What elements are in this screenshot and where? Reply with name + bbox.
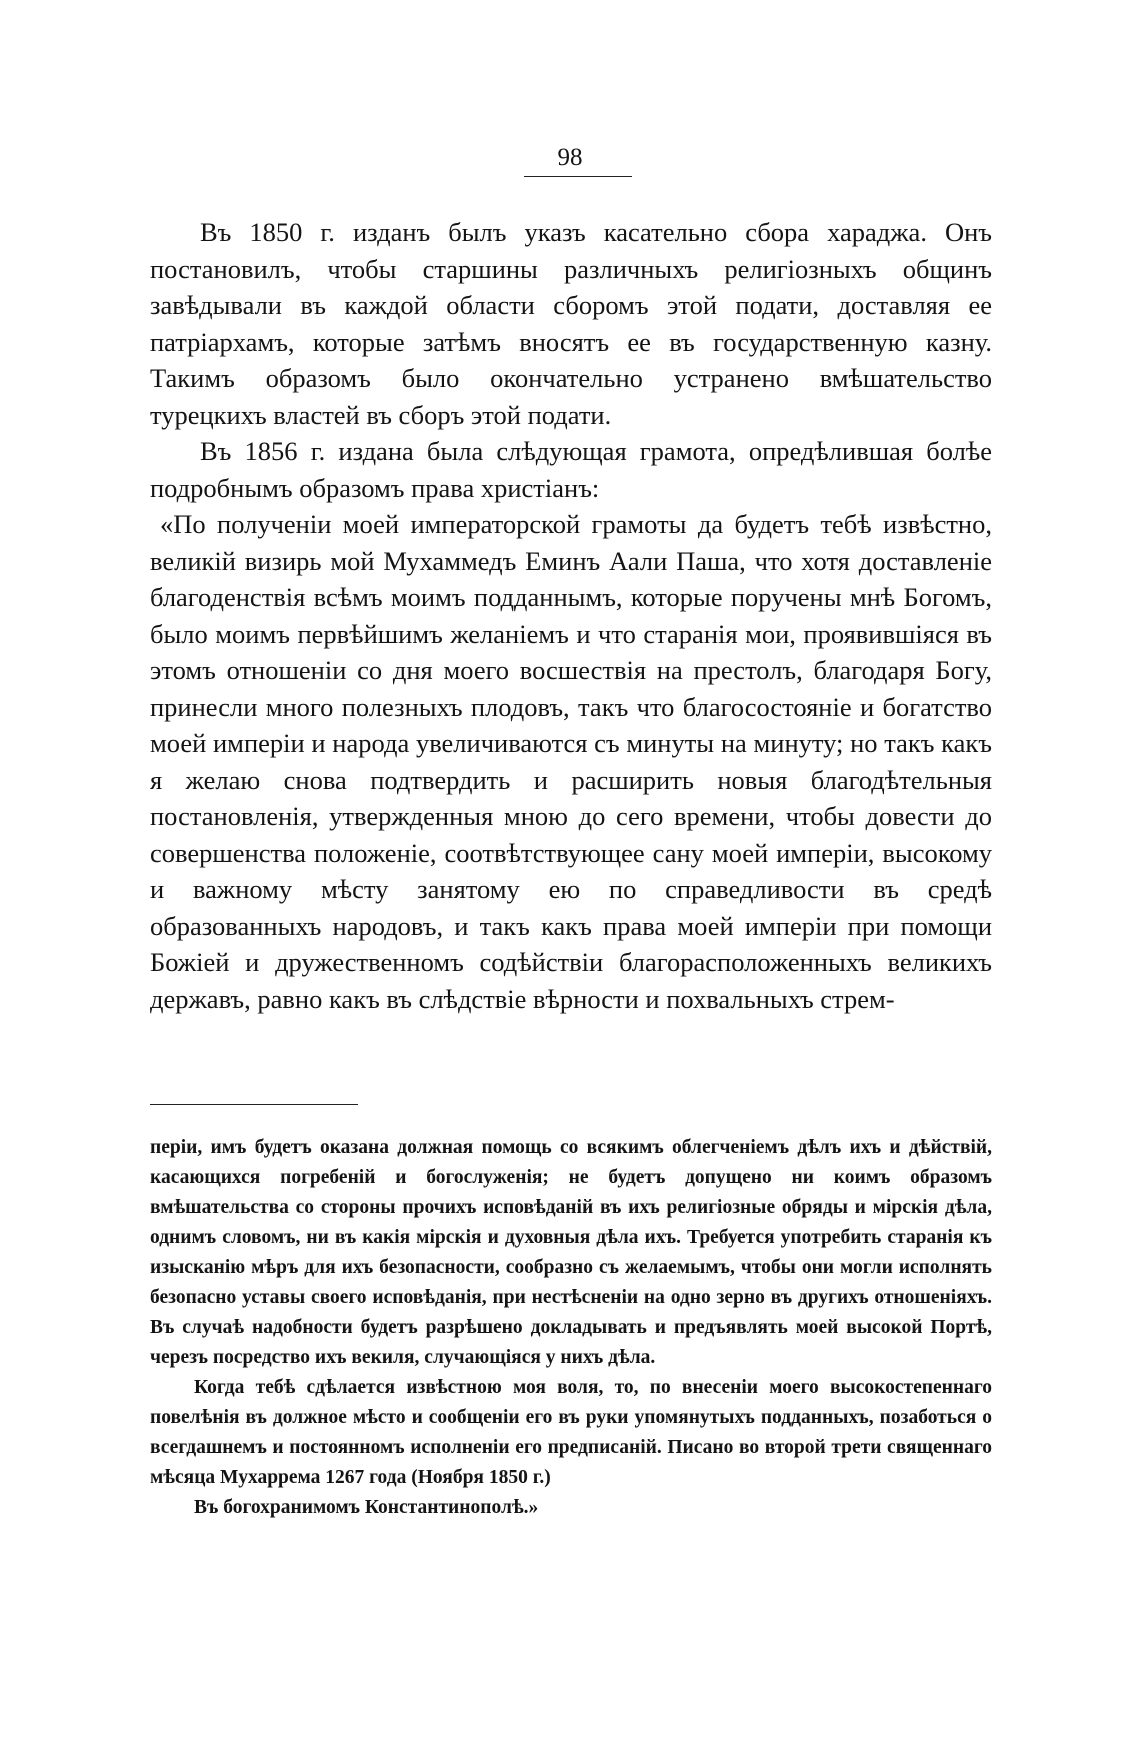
paragraph-kharaj-decree: Въ 1850 г. изданъ былъ указъ касательно сбора хараджа. Онъ постановилъ, чтобы старшины различныхъ религіозныхъ общинъ завѣдывали въ каждой области сборомъ этой подати, доставляя ее патріархамъ, которые затѣмъ вносятъ ее въ государственную казну. Такимъ образомъ было окончательно устранено вмѣшательство турецкихъ властей въ сборъ этой подати. — [150, 217, 992, 430]
page-number: 98 — [557, 144, 583, 171]
page-number-rule — [524, 176, 632, 177]
footnote-paragraph-continuation: періи, имъ будетъ оказана должная помощь со всякимъ облегченіемъ дѣлъ ихъ и дѣйствій, касающихся погребеній и богослуженія; не будетъ допущено ни коимъ образомъ вмѣшательства со стороны прочихъ исповѣданій въ ихъ религіозные обряды и мірскія дѣла, однимъ словомъ, ни въ какія мірскія и духовныя дѣла ихъ. Требуется употребить старанія къ изысканію мѣръ для ихъ безопасности, сообразно съ желаемымъ, чтобы они могли исполнять безопасно уставы своего исповѣданія, при нестѣсненіи на одно зерно въ другихъ отношеніяхъ. Въ случаѣ надобности будетъ разрѣшено докладывать и предъявлять моей высокой Портѣ, черезъ посредство ихъ векиля, случающіяся у нихъ дѣла. — [150, 1137, 992, 1368]
footnote-place-signature: Въ богохранимомъ Константинополѣ.» — [194, 1497, 539, 1518]
footnote-paragraph-closing: Когда тебѣ сдѣлается извѣстною моя воля, то, по внесеніи моего высокостепеннаго повелѣнія въ должное мѣсто и сообщеніи его въ руки упомянутыхъ подданныхъ, позаботься о всегдашнемъ и постоянномъ исполненіи его предписаній. Писано во второй трети священнаго мѣсяца Мухаррема 1267 года (Ноября 1850 г.) — [150, 1377, 992, 1488]
paragraph-charter-quote: «По полученіи моей императорской грамоты да будетъ тебѣ извѣстно, великій визирь мой Мухаммедъ Еминъ Аали Паша, что хотя доставленіе благоденствія всѣмъ моимъ подданнымъ, которые поручены мнѣ Богомъ, было моимъ первѣйшимъ желаніемъ и что старанія мои, проявившіяся въ этомъ отношеніи со дня моего восшествія на престолъ, благодаря Богу, принесли много полезныхъ плодовъ, такъ что благосостояніе и богатство моей имперіи и народа увеличиваются съ минуты на минуту; но такъ какъ я желаю снова подтвердить и расширить новыя благодѣтельныя постановленія, утвержденныя мною до сего времени, чтобы довести до совершенства положеніе, соотвѣтствующее сану моей имперіи, высокому и важному мѣсту занятому ею по справедливости въ средѣ образованныхъ народовъ, и такъ какъ права моей имперіи при помощи Божіей и дружественномъ содѣйствіи благорасположенныхъ великихъ державъ, равно какъ въ слѣдствіе вѣрности и похвальныхъ стрем- — [150, 509, 992, 1014]
main-text — [150, 214, 992, 1017]
footnote-rule — [150, 1104, 358, 1105]
footnote-text — [150, 1133, 992, 1523]
paragraph-1856-charter: Въ 1856 г. издана была слѣдующая грамота, опредѣлившая болѣе подробнымъ образомъ права христіанъ: — [150, 436, 992, 503]
